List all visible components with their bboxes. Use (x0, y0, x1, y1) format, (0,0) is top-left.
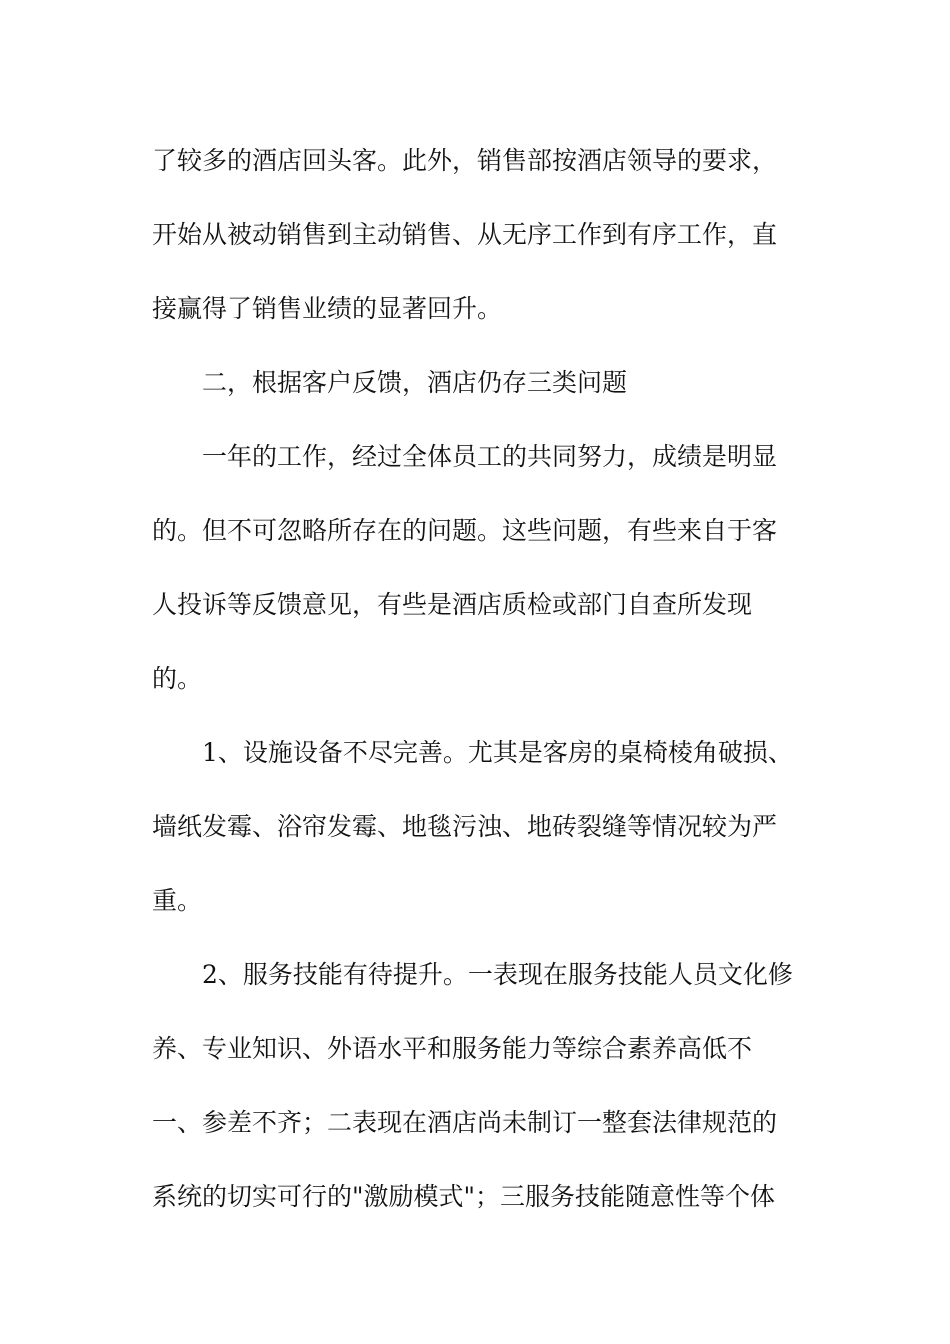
section-heading: 二，根据客户反馈，酒店仍存三类问题 (202, 368, 628, 397)
text-line: 开始从被动销售到主动销售、从无序工作到有序工作，直 (152, 220, 778, 249)
text-line: 养、专业知识、外语水平和服务能力等综合素养高低不 (152, 1034, 753, 1063)
text-line: 一、参差不齐；二表现在酒店尚未制订一整套法律规范的 (152, 1108, 778, 1137)
text-line: 系统的切实可行的"激励模式"；三服务技能随意性等个体 (152, 1182, 776, 1211)
text-line: 一年的工作，经过全体员工的共同努力，成绩是明显 (202, 442, 778, 471)
list-item-text: 1、设施设备不尽完善。尤其是客房的桌椅棱角破损、 (202, 738, 793, 767)
body-text (152, 124, 812, 1234)
text-line: 接赢得了销售业绩的显著回升。 (152, 294, 503, 323)
text-line: 的。 (152, 664, 203, 693)
text-line: 了较多的酒店回头客。此外，销售部按酒店领导的要求， (152, 146, 778, 175)
text-line: 的。但不可忽略所存在的问题。这些问题，有些来自于客 (152, 516, 778, 545)
text-line: 重。 (152, 886, 203, 915)
list-item-text: 2、服务技能有待提升。一表现在服务技能人员文化修 (202, 960, 793, 989)
text-line: 墙纸发霉、浴帘发霉、地毯污浊、地砖裂缝等情况较为严 (152, 812, 778, 841)
text-line: 人投诉等反馈意见，有些是酒店质检或部门自查所发现 (152, 590, 753, 619)
